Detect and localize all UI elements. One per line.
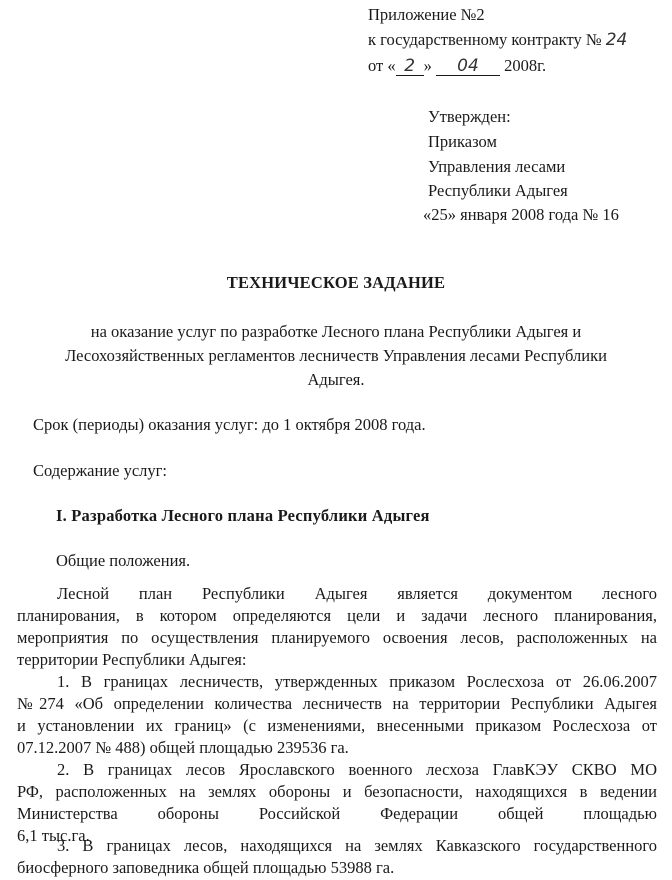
- item-line: биосферного заповедника общей площадью 53988 га.: [17, 858, 395, 877]
- contract-line: [368, 29, 627, 51]
- section-title: I. Разработка Лесного плана Республики Адыгея: [56, 506, 430, 525]
- service-term: Срок (периоды) оказания услуг: до 1 октября 2008 года.: [33, 415, 426, 434]
- document-title: ТЕХНИЧЕСКОЕ ЗАДАНИЕ: [226, 273, 446, 292]
- approval-line-1: Утвержден:: [428, 107, 511, 126]
- intro-line: мероприятия по осуществления планируемого освоения лесов, расположенных на: [17, 628, 657, 647]
- date-month: 04: [436, 57, 500, 76]
- subtitle-line-1: на оказание услуг по разработке Лесного плана Республики Адыгея и: [90, 322, 582, 341]
- item-line: №274 «Об определении количества лесничеств на территории Республики Адыгея: [17, 694, 657, 713]
- approval-line-5: «25» января 2008 года № 16: [423, 205, 619, 224]
- approval-line-4: Республики Адыгея: [428, 181, 568, 200]
- general-label: Общие положения.: [56, 551, 191, 570]
- appendix-title: Приложение №2: [368, 5, 485, 24]
- contract-date-line: [368, 55, 546, 77]
- item-line: 6,1 тыс.га.: [17, 826, 90, 845]
- approval-line-2: Приказом: [428, 132, 497, 151]
- date-year: 2008г.: [504, 56, 547, 75]
- content-label: Содержание услуг:: [33, 461, 167, 480]
- intro-line: территории Республики Адыгея:: [17, 650, 247, 669]
- approval-line-3: Управления лесами: [428, 157, 566, 176]
- item-line: Министерства обороны Российской Федерации общей площадью: [17, 804, 657, 823]
- item-line: 1. В границах лесничеств, утвержденных приказом Рослесхоза от 26.06.2007: [57, 672, 657, 691]
- date-mid: »: [423, 56, 432, 75]
- list-item-3: [17, 835, 657, 879]
- item-line: РФ, расположенных на землях обороны и безопасности, находящихся в ведении: [17, 782, 657, 801]
- date-day: 2: [396, 57, 424, 76]
- item-line: 3. В границах лесов, находящихся на землях Кавказского государственного: [57, 836, 657, 855]
- list-item-2: [17, 759, 657, 847]
- contract-number: 24: [605, 30, 628, 50]
- item-line: 07.12.2007 № 488) общей площадью 239536 га.: [17, 738, 349, 757]
- item-line: и установлении их границ» (с изменениями, внесенными приказом Рослесхоза от: [17, 716, 657, 735]
- date-prefix: от «: [368, 56, 396, 75]
- intro-line: Лесной план Республики Адыгея является документом лесного: [57, 584, 657, 603]
- item-line: 2. В границах лесов Ярославского военного лесхоза ГлавКЭУ СКВО МО: [57, 760, 657, 779]
- contract-prefix: к государственному контракту №: [368, 30, 602, 49]
- subtitle-line-3: Адыгея.: [307, 370, 365, 389]
- intro-line: планирования, в котором определяются цели и задачи лесного планирования,: [17, 606, 657, 625]
- list-item-1: [17, 671, 657, 759]
- subtitle-line-2: Лесохозяйственных регламентов лесничеств Управления лесами Республики: [65, 346, 607, 365]
- intro-paragraph: [17, 583, 657, 671]
